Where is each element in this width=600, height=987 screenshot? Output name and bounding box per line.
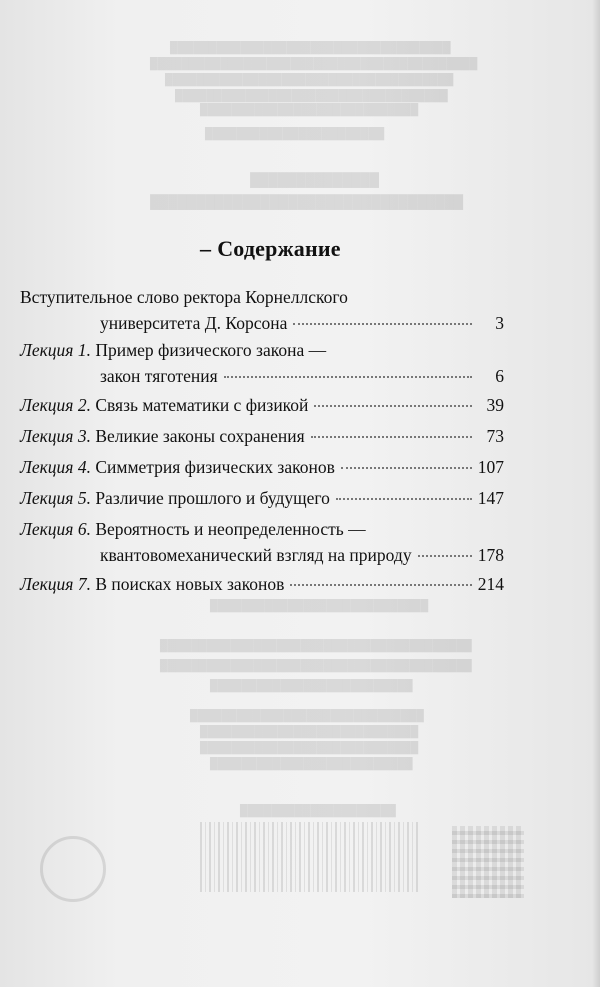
leader-dots	[314, 404, 472, 407]
toc-entry-lecture-3[interactable]	[20, 425, 504, 451]
toc-page-number: 147	[477, 488, 504, 508]
toc-page-number: 107	[477, 457, 504, 477]
lecture-label: Лекция 4.	[20, 457, 91, 477]
toc-entry-text: Великие законы сохранения	[95, 426, 305, 446]
leader-dots	[290, 583, 471, 586]
toc-entry-text: университета Д. Корсона	[100, 313, 288, 333]
leader-dots	[336, 497, 472, 500]
toc-title-text: Содержание	[217, 236, 341, 261]
toc-title-dash: –	[200, 236, 212, 261]
toc-entry-lecture-4[interactable]	[20, 456, 504, 482]
leader-dots	[311, 435, 472, 438]
toc-entry-text: Вероятность и неопределенность —	[95, 519, 366, 539]
toc-entry-text: Вступительное слово ректора Корнеллского	[20, 287, 348, 307]
lecture-label: Лекция 7.	[20, 574, 91, 594]
lecture-label: Лекция 1.	[20, 340, 91, 360]
lecture-label: Лекция 6.	[20, 519, 91, 539]
toc-page-number: 3	[495, 313, 504, 333]
toc-title	[200, 236, 341, 262]
toc-entry-text: Различие прошлого и будущего	[95, 488, 330, 508]
leader-dots	[418, 554, 472, 557]
show-through-background: ████████████████████████████████████ ██████████████████████████████████████████ █████████████████████████████████████ ███████████████████████████████████ ████████████████████████████ ███████████████████████ ██████████████ ██████████████████████████████████ ████████████████████████████ ████████████████████████████████████████ ████████████████████████████████████████ ██████████████████████████ ██████████████████████████████ ████████████████████████████ ████████████████████████████ ██████████████████████████ ████████████████████	[0, 0, 600, 987]
toc-page-number: 39	[486, 395, 504, 415]
toc-page-number: 214	[477, 574, 504, 594]
toc-page-number: 73	[486, 426, 504, 446]
toc-entry-text: Пример физического закона —	[95, 340, 327, 360]
toc-entry-text: Симметрия физических законов	[95, 457, 335, 477]
lecture-label: Лекция 2.	[20, 395, 91, 415]
leader-dots	[293, 322, 472, 325]
lecture-label: Лекция 5.	[20, 488, 91, 508]
toc-entry-lecture-7[interactable]	[20, 573, 504, 599]
toc-entry-intro[interactable]	[20, 286, 504, 338]
toc-entry-lecture-5[interactable]	[20, 487, 504, 513]
leader-dots	[341, 466, 472, 469]
lecture-label: Лекция 3.	[20, 426, 91, 446]
toc-entry-text: Связь математики с физикой	[95, 395, 309, 415]
leader-dots	[224, 375, 472, 378]
toc-entry-lecture-2[interactable]	[20, 394, 504, 420]
page-fold-shadow	[592, 0, 600, 987]
toc-page-number: 6	[495, 366, 504, 386]
toc-entry-text: квантовомеханический взгляд на природу	[100, 545, 412, 565]
toc-entry-lecture-6[interactable]	[20, 518, 504, 570]
toc-entry-text: закон тяготения	[100, 366, 218, 386]
toc-entry-lecture-1[interactable]	[20, 339, 504, 391]
toc-entry-text: В поисках новых законов	[95, 574, 285, 594]
toc-page-number: 178	[477, 545, 504, 565]
